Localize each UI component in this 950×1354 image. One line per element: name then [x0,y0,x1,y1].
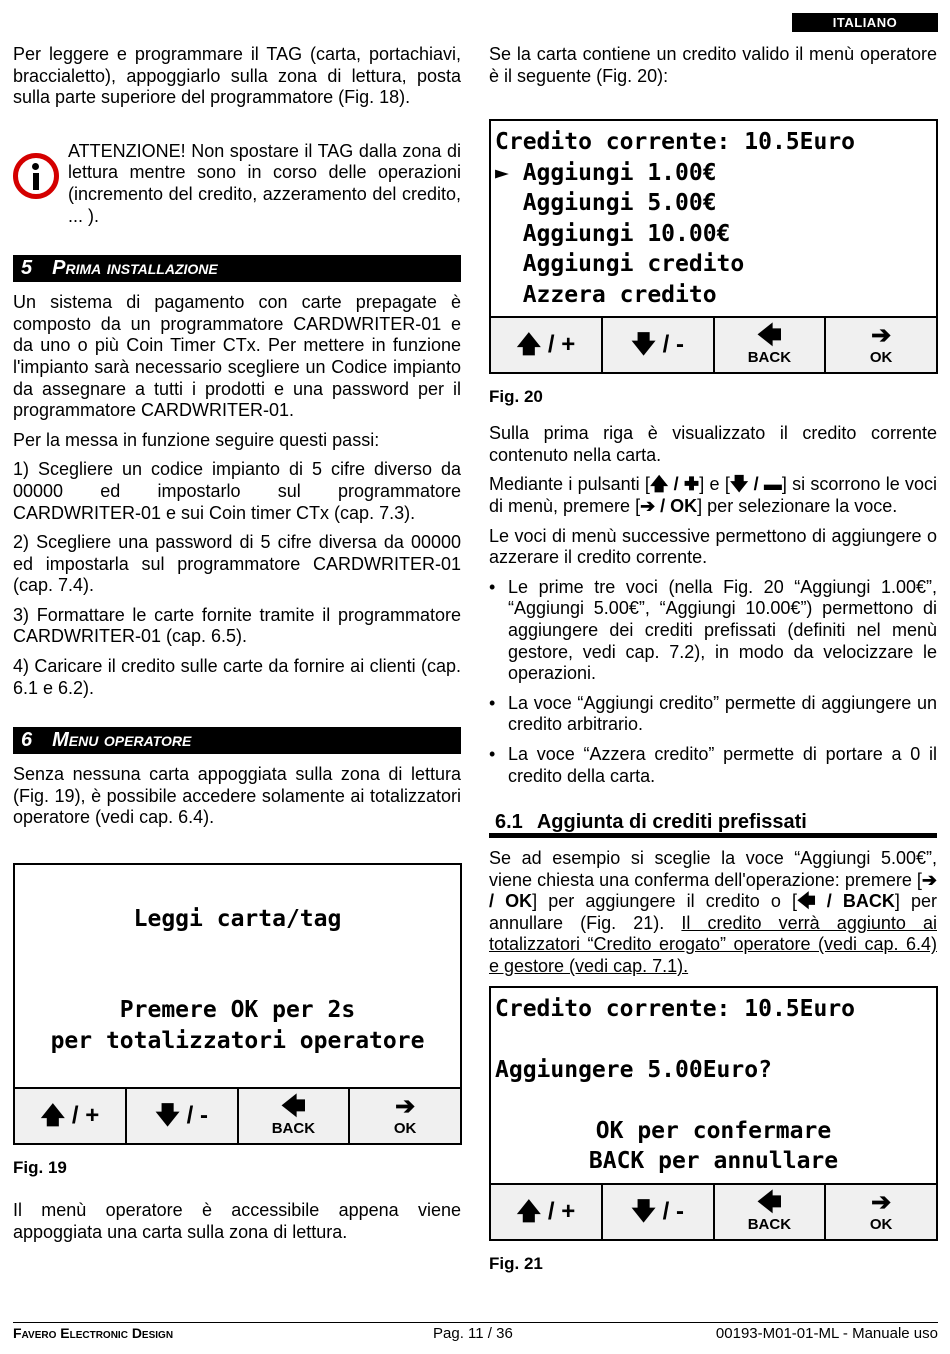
lcd-line: Leggi carta/tag [133,905,342,932]
arrow-right-icon: ➔ [871,322,892,350]
key-label: / + [547,331,576,359]
lcd-line: OK per confermare [595,1117,832,1144]
text-span: Se ad esempio si sceglie la voce “Aggiungi 5.00€”, viene chiesta una conferma dell'operazione: premere [ [489,848,937,890]
ok-key[interactable] [824,318,936,372]
up-plus-symbol: 🡅 / ✚ [649,474,700,495]
section-6-1-paragraph [489,848,937,978]
step-4: 4) Caricare il credito sulle carte da fornire ai clienti (cap. 6.1 e 6.2). [13,656,461,698]
up-plus-key[interactable] [491,318,601,372]
section-title: Menu operatore [52,729,192,752]
menu-items-list [489,577,937,787]
section-5-heading [13,255,461,282]
after-fig19-paragraph: Il menù operatore è accessibile appena viene appoggiata una carta sulla zona di lettura. [13,1200,461,1242]
page-number: Pag. 11 / 36 [433,1325,513,1342]
arrow-down-icon: 🡇 [631,331,656,359]
step-3: 3) Formattare le carte fornite tramite il programmatore CARDWRITER-01 (cap. 6.5). [13,604,461,647]
back-key[interactable] [713,1185,825,1239]
attention-note [13,141,461,227]
down-minus-key[interactable] [601,1185,713,1239]
attention-text: ATTENZIONE! Non spostare il TAG dalla zona di lettura mentre sono in corso delle operazioni (incremento del credito, azzeramento del credito, ... ). [68,140,461,226]
ok-symbol: ➔ / OK [640,495,698,516]
lcd-line [19,873,456,904]
buttons-paragraph [489,474,937,517]
lcd-line: Aggiungi 10.00€ [495,220,731,247]
step-2: 2) Scegliere una password di 5 cifre diversa da 00000 ed impostarla sul programmatore CARDWRITER-01 (cap. 7.4). [13,532,461,596]
lcd-line: ► Aggiungi 1.00€ [495,159,717,186]
lcd-line [19,934,456,965]
section-number: 6.1 [495,811,523,834]
ok-symbol: ➔ / OK [489,869,937,912]
key-label: / - [186,1102,208,1130]
section-5-steps-intro: Per la messa in funzione seguire questi passi: [13,429,380,450]
info-icon [13,153,59,199]
arrow-left-icon: 🡄 [280,1093,306,1121]
fig19-lcd [15,865,460,1087]
section-title: Prima installazione [52,257,218,280]
list-item: • La voce “Azzera credito” permette di portare a 0 il credito della carta. [489,744,937,787]
ok-key[interactable] [348,1089,460,1143]
arrow-down-icon: 🡇 [155,1102,180,1130]
arrow-up-icon: 🡅 [516,1197,542,1225]
fig19-keypad [15,1087,460,1143]
lcd-line: Aggiungi 5.00€ [495,190,717,217]
arrow-up-icon: 🡅 [516,331,542,359]
current-credit-paragraph: Sulla prima riga è visualizzato il credito corrente contenuto nella carta. [489,423,937,465]
back-symbol: 🡄 / BACK [797,891,895,912]
text-span: ] per aggiungere il credito o [ [532,891,797,912]
lcd-line: BACK per annullare [588,1148,839,1175]
left-column [13,44,461,1251]
fig20-keypad [491,316,936,372]
section-6-heading [13,727,461,754]
down-minus-key[interactable] [601,318,713,372]
document-code: 00193-M01-01-ML - Manuale uso [715,1325,938,1342]
lcd-line [495,1085,932,1116]
lcd-line: Credito corrente: 10.5Euro [495,995,856,1022]
up-plus-key[interactable] [15,1089,125,1143]
lcd-line [495,1024,932,1055]
section-number: 5 [21,257,33,280]
list-item: • Le prime tre voci (nella Fig. 20 “Aggiungi 1.00€”, “Aggiungi 5.00€”, “Aggiungi 10.00€”) permettono di aggiungere dei crediti prefissati (definiti nel menù gestore, vedi cap. 7.2), in modo da velocizzare le operazioni. [489,577,937,685]
key-label: / + [71,1102,100,1130]
section-number: 6 [21,729,33,752]
ok-key[interactable] [824,1185,936,1239]
section-6-paragraph: Senza nessuna carta appoggiata sulla zona di lettura (Fig. 19), è possibile accedere solamente ai totalizzatori operatore (vedi cap. 6.4). [13,764,461,828]
underlined-text: Il credito verrà aggiunto ai totalizzatori “Credito erogato” operatore (vedi cap. 6.4) e gestore (vedi cap. 7.1). [489,912,937,977]
key-label: / - [662,331,684,359]
list-item: • La voce “Aggiungi credito” permette di aggiungere un credito arbitrario. [489,693,937,736]
text-span: ] e [ [699,474,730,495]
key-label: BACK [271,1120,316,1138]
fig21-caption: Fig. 21 [489,1253,543,1273]
fig21-keypad [491,1183,936,1239]
section-6-1-heading [489,809,937,838]
back-key[interactable] [713,318,825,372]
text-span: ] si scorrono le voci di menù, premere [ [489,474,938,516]
fig20-display [489,119,938,374]
key-label: OK [869,1215,893,1233]
lcd-line: per totalizzatori operatore [50,1027,425,1054]
arrow-left-icon: 🡄 [756,322,782,350]
lcd-line: Aggiungere 5.00Euro? [495,1056,772,1083]
intro-paragraph: Per leggere e programmare il TAG (carta, portachiavi, braccialetto), appoggiarlo sulla zona di lettura, posta sulla parte superiore del programmatore (Fig. 18). [13,44,461,108]
text-span: ] per annullare (Fig. 21). [489,891,937,933]
fig19-caption: Fig. 19 [13,1158,67,1178]
right-intro: Se la carta contiene un credito valido il menù operatore è il seguente (Fig. 20): [489,44,937,86]
arrow-right-icon: ➔ [395,1093,416,1121]
page-footer [13,1322,938,1346]
arrow-left-icon: 🡄 [756,1188,782,1216]
fig20-caption: Fig. 20 [489,387,543,407]
key-label: BACK [747,1215,792,1233]
text-span: ] per selezionare la voce. [697,495,898,516]
company-name: Favero Electronic Design [13,1325,174,1341]
key-label: BACK [747,349,792,367]
section-5-paragraph: Un sistema di pagamento con carte prepagate è composto da un programmatore CARDWRITER-01 e da uno o più Coin Timer CTx. Per mettere in funzione l'impianto sarà necessario scegliere un Codice impianto da assegnare a tutti i prodotti e una password per il programmatore CARDWRITER-01. [13,292,461,421]
fig19-display [13,863,462,1145]
down-minus-key[interactable] [125,1089,237,1143]
arrow-down-icon: 🡇 [631,1197,656,1225]
fig21-lcd [491,988,936,1183]
fig21-display [489,986,938,1241]
step-1: 1) Scegliere un codice impianto di 5 cifre diverso da 00000 ed impostarlo sul programmatore CARDWRITER-01 e sui Coin timer CTx (cap. 7.3). [13,459,461,523]
fig20-lcd [491,121,936,316]
lcd-line: Credito corrente: 10.5Euro [495,129,856,156]
back-key[interactable] [237,1089,349,1143]
lcd-line [19,965,456,996]
right-column [489,44,937,1290]
arrow-up-icon: 🡅 [40,1102,66,1130]
text-span: Mediante i pulsanti [ [489,474,650,495]
language-badge: ITALIANO [792,13,938,32]
menu-items-paragraph: Le voci di menù successive permettono di aggiungere o azzerare il credito corrente. [489,525,937,568]
key-label: / + [547,1197,576,1225]
lcd-line: Azzera credito [495,281,717,308]
key-label: OK [869,349,893,367]
up-plus-key[interactable] [491,1185,601,1239]
lcd-line: Premere OK per 2s [119,997,356,1024]
down-minus-symbol: 🡇 / ▬ [729,474,782,495]
lcd-line: Aggiungi credito [495,251,745,278]
arrow-right-icon: ➔ [871,1188,892,1216]
key-label: OK [393,1120,417,1138]
section-title: Aggiunta di crediti prefissati [536,811,807,834]
key-label: / - [662,1197,684,1225]
